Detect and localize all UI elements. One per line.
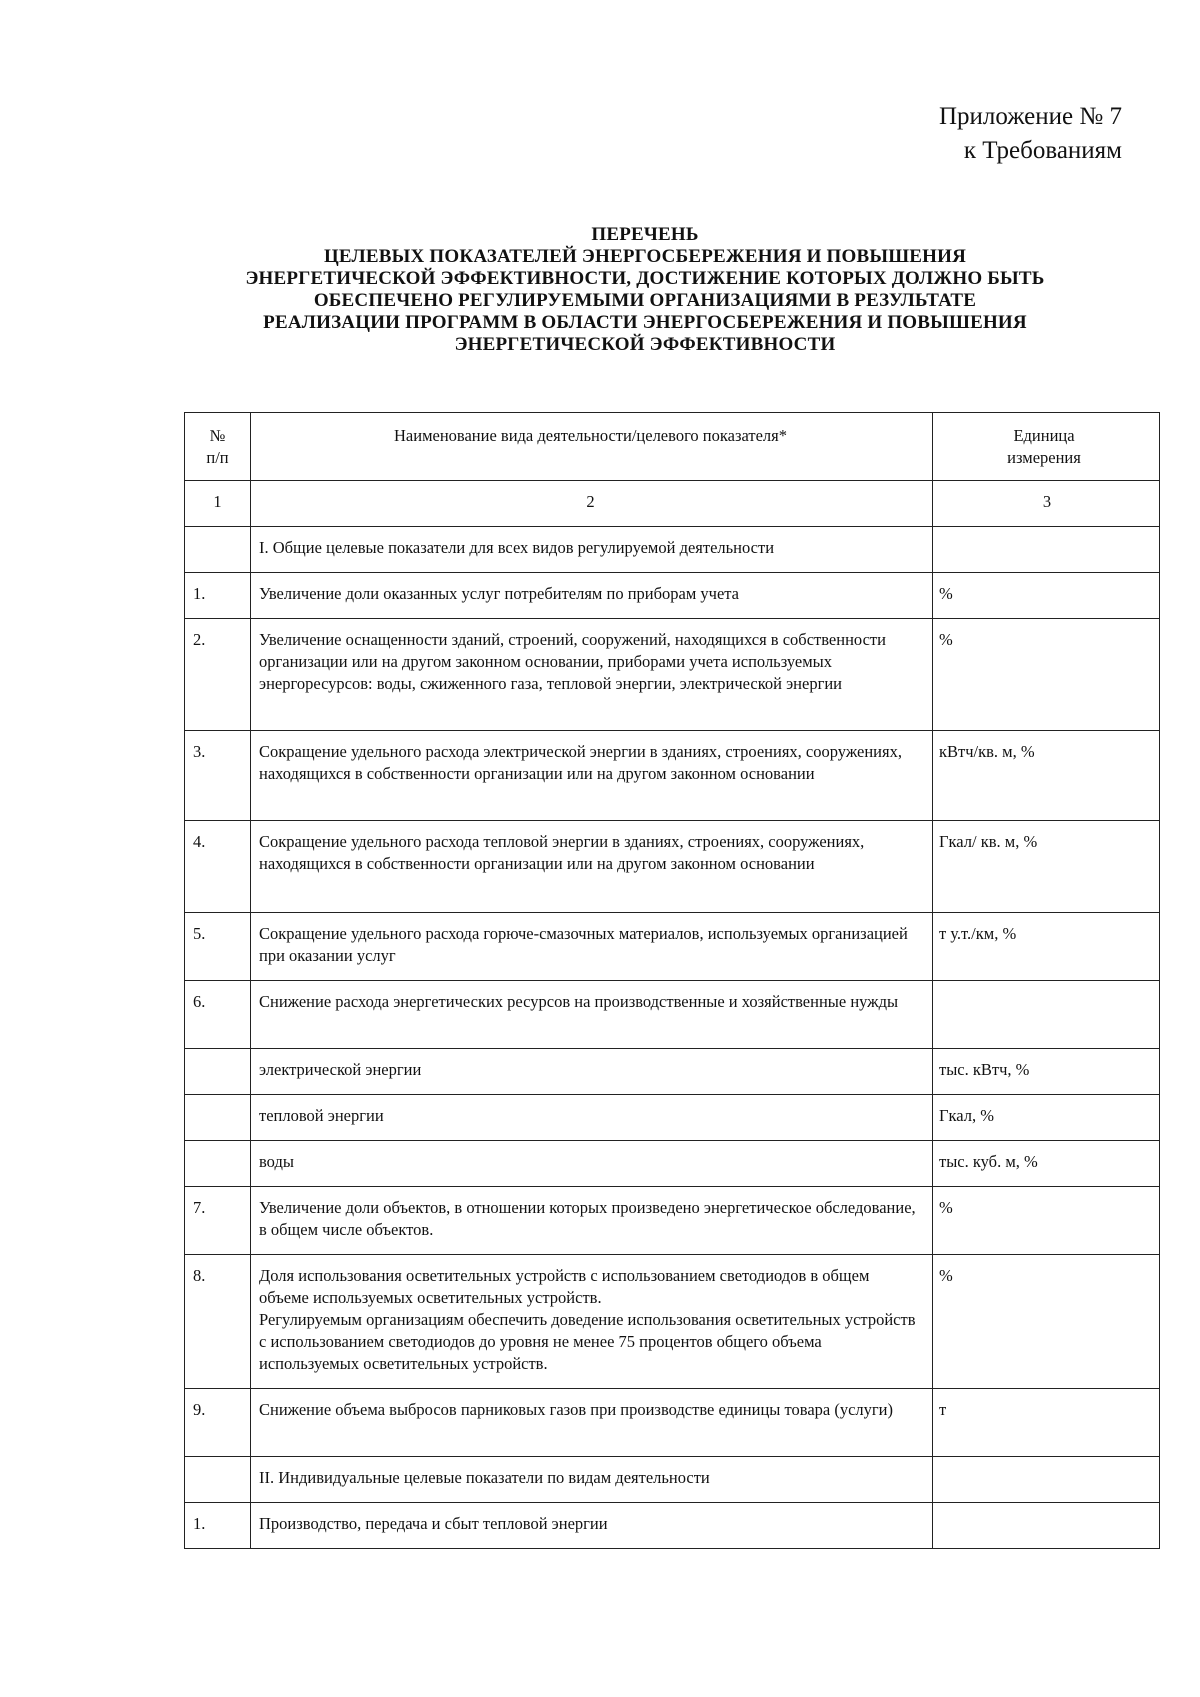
table-row: [185, 913, 1160, 981]
table-row: [185, 1457, 1160, 1503]
row-number: [185, 527, 251, 573]
column-number-row: [185, 481, 1160, 527]
row-unit: т у.т./км, %: [933, 913, 1160, 981]
title-line: РЕАЛИЗАЦИИ ПРОГРАММ В ОБЛАСТИ ЭНЕРГОСБЕРЕЖЕНИЯ И ПОВЫШЕНИЯ: [263, 312, 1027, 333]
row-number: 4.: [185, 821, 251, 913]
section-heading: II. Индивидуальные целевые показатели по видам деятельности: [251, 1457, 933, 1503]
header-number-abbr: п/п: [206, 448, 229, 467]
row-unit: %: [933, 1255, 1160, 1389]
row-indicator: Производство, передача и сбыт тепловой энергии: [251, 1503, 933, 1549]
row-number: 5.: [185, 913, 251, 981]
header-unit-line: Единица: [1013, 426, 1075, 445]
row-indicator: Увеличение оснащенности зданий, строений, сооружений, находящихся в собственности организации или на другом законном основании, приборами учета используемых энергоресурсов: воды, сжиженного газа, тепловой энергии, электрической энергии: [251, 619, 933, 731]
row-unit: Гкал/ кв. м, %: [933, 821, 1160, 913]
row-number: 1.: [185, 573, 251, 619]
row-indicator-text: Доля использования осветительных устройств с использованием светодиодов в общем объеме используемых осветительных устройств.: [259, 1266, 870, 1307]
appendix-reference: к Требованиям: [963, 137, 1122, 164]
indicators-table: [184, 412, 1160, 1549]
table-row: [185, 821, 1160, 913]
column-number-cell: 3: [933, 481, 1160, 527]
title-line: ПЕРЕЧЕНЬ: [591, 224, 699, 245]
document-title: [195, 224, 1095, 356]
row-number: 1.: [185, 1503, 251, 1549]
row-unit: [933, 527, 1160, 573]
row-number: 9.: [185, 1389, 251, 1457]
row-unit: %: [933, 1187, 1160, 1255]
row-number: [185, 1141, 251, 1187]
row-subitem: тепловой энергии: [251, 1095, 933, 1141]
row-indicator: Сокращение удельного расхода тепловой энергии в зданиях, строениях, сооружениях, находящихся в собственности организации или на другом законном основании: [251, 821, 933, 913]
table-row: [185, 1255, 1160, 1389]
row-number: [185, 1095, 251, 1141]
row-number: 7.: [185, 1187, 251, 1255]
row-number: [185, 1049, 251, 1095]
header-number-symbol: №: [209, 426, 226, 445]
row-number: [185, 1457, 251, 1503]
appendix-label: [939, 100, 1122, 168]
row-number: 6.: [185, 981, 251, 1049]
row-indicator: Сокращение удельного расхода электрической энергии в зданиях, строениях, сооружениях, находящихся в собственности организации или на другом законном основании: [251, 731, 933, 821]
row-unit: тыс. куб. м, %: [933, 1141, 1160, 1187]
row-subitem: воды: [251, 1141, 933, 1187]
table-row: [185, 731, 1160, 821]
table-header-row: [185, 413, 1160, 481]
row-unit: тыс. кВтч, %: [933, 1049, 1160, 1095]
title-line: ЭНЕРГЕТИЧЕСКОЙ ЭФФЕКТИВНОСТИ, ДОСТИЖЕНИЕ КОТОРЫХ ДОЛЖНО БЫТЬ: [245, 268, 1045, 289]
title-line: ОБЕСПЕЧЕНО РЕГУЛИРУЕМЫМИ ОРГАНИЗАЦИЯМИ В РЕЗУЛЬТАТЕ: [313, 290, 977, 311]
row-subitem: электрической энергии: [251, 1049, 933, 1095]
column-number-cell: 1: [185, 481, 251, 527]
table-row: [185, 619, 1160, 731]
title-line: ЦЕЛЕВЫХ ПОКАЗАТЕЛЕЙ ЭНЕРГОСБЕРЕЖЕНИЯ И ПОВЫШЕНИЯ: [323, 246, 967, 267]
table-row: [185, 573, 1160, 619]
table-row: [185, 981, 1160, 1049]
row-unit: [933, 1457, 1160, 1503]
row-indicator: Снижение расхода энергетических ресурсов на производственные и хозяйственные нужды: [251, 981, 933, 1049]
table-row: [185, 1187, 1160, 1255]
row-unit: т: [933, 1389, 1160, 1457]
section-heading: I. Общие целевые показатели для всех видов регулируемой деятельности: [251, 527, 933, 573]
table-row: [185, 1389, 1160, 1457]
table-row: [185, 1503, 1160, 1549]
header-unit-cell: [933, 413, 1160, 481]
row-unit: кВтч/кв. м, %: [933, 731, 1160, 821]
row-indicator: [251, 1255, 933, 1389]
row-unit: [933, 981, 1160, 1049]
table-row: [185, 527, 1160, 573]
row-indicator-note: Регулируемым организациям обеспечить доведение использования осветительных устройств с использованием светодиодов до уровня не менее 75 процентов общего объема используемых осветительных устройств.: [259, 1310, 916, 1373]
row-unit: %: [933, 619, 1160, 731]
header-name-cell: Наименование вида деятельности/целевого показателя*: [251, 413, 933, 481]
row-number: 3.: [185, 731, 251, 821]
header-number-cell: [185, 413, 251, 481]
table-row: [185, 1141, 1160, 1187]
row-unit: %: [933, 573, 1160, 619]
table-row: [185, 1049, 1160, 1095]
row-number: 2.: [185, 619, 251, 731]
title-line: ЭНЕРГЕТИЧЕСКОЙ ЭФФЕКТИВНОСТИ: [454, 334, 836, 355]
appendix-number: Приложение № 7: [938, 103, 1122, 130]
row-unit: [933, 1503, 1160, 1549]
header-unit-line: измерения: [1007, 448, 1081, 467]
row-indicator: Увеличение доли объектов, в отношении которых произведено энергетическое обследование, в общем числе объектов.: [251, 1187, 933, 1255]
row-indicator: Снижение объема выбросов парниковых газов при производстве единицы товара (услуги): [251, 1389, 933, 1457]
row-number: 8.: [185, 1255, 251, 1389]
row-unit: Гкал, %: [933, 1095, 1160, 1141]
table-row: [185, 1095, 1160, 1141]
row-indicator: Сокращение удельного расхода горюче-смазочных материалов, используемых организацией при оказании услуг: [251, 913, 933, 981]
row-indicator: Увеличение доли оказанных услуг потребителям по приборам учета: [251, 573, 933, 619]
column-number-cell: 2: [251, 481, 933, 527]
